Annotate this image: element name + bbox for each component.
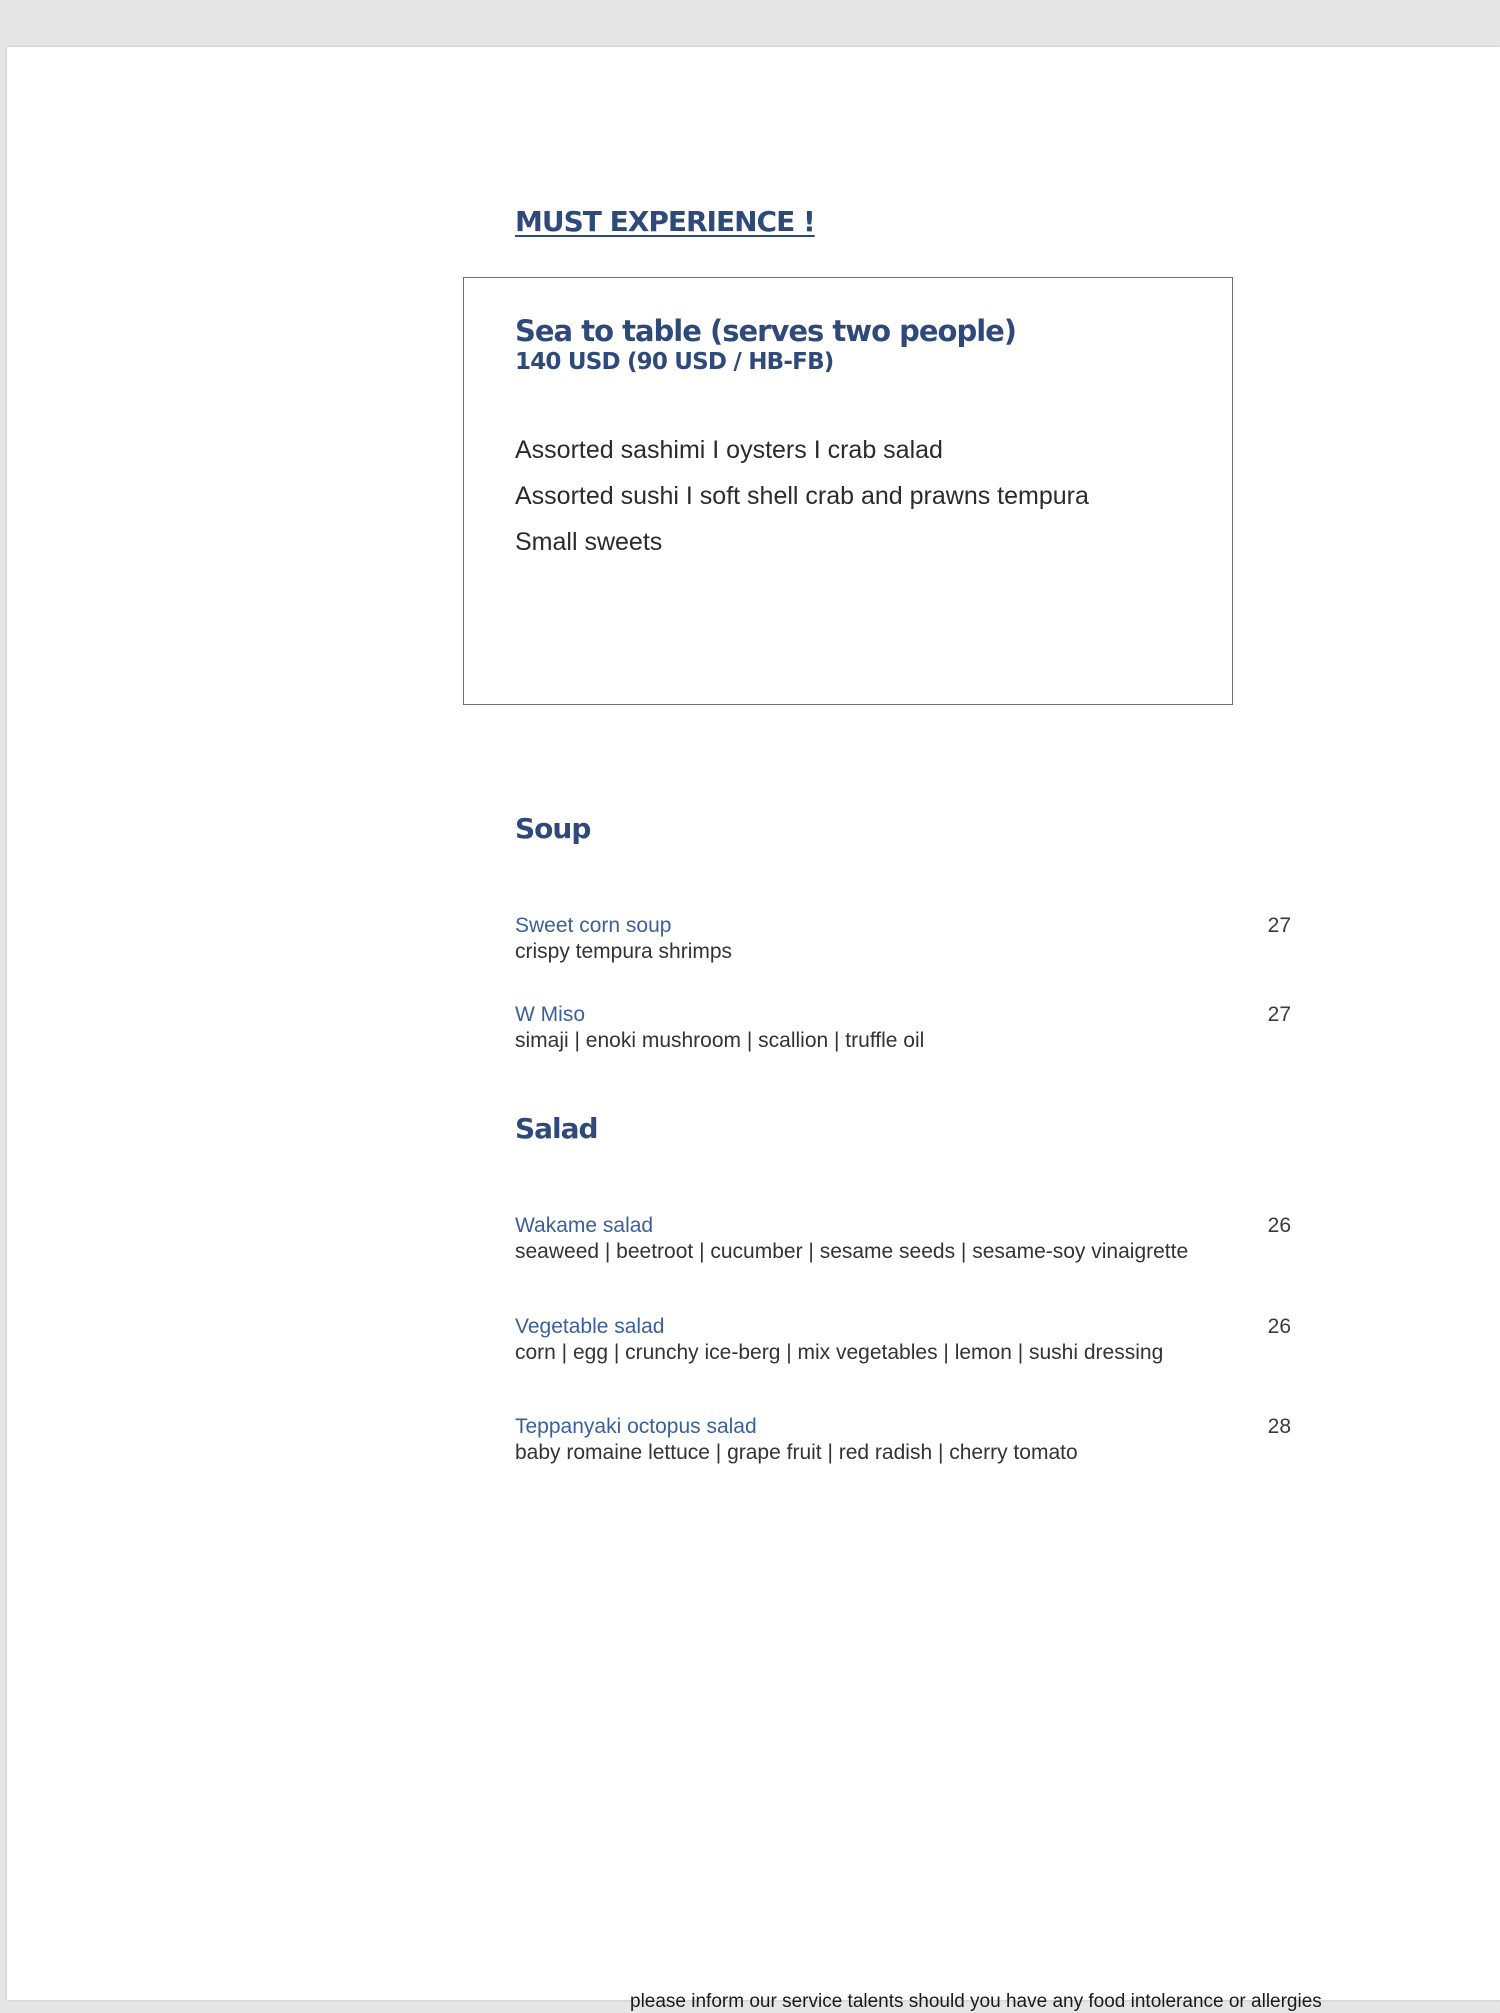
allergy-footer-note: please inform our service talents should you have any food intolerance or allergies xyxy=(630,1991,1322,2012)
feature-price: 140 USD (90 USD / HB-FB) xyxy=(515,349,834,375)
item-name-teppanyaki-octopus-salad: Teppanyaki octopus salad xyxy=(515,1415,757,1438)
feature-course-2: Assorted sushi I soft shell crab and prawns tempura xyxy=(515,482,1089,510)
item-desc-w-miso: simaji | enoki mushroom | scallion | truffle oil xyxy=(515,1029,925,1052)
item-name-wakame-salad: Wakame salad xyxy=(515,1214,654,1237)
feature-course-3: Small sweets xyxy=(515,528,663,556)
item-desc-teppanyaki-octopus-salad: baby romaine lettuce | grape fruit | red radish | cherry tomato xyxy=(515,1441,1078,1464)
item-price-w-miso: 27 xyxy=(1267,1003,1291,1026)
item-name-w-miso: W Miso xyxy=(515,1003,585,1026)
item-price-vegetable-salad: 26 xyxy=(1267,1315,1291,1338)
sea-to-table-box xyxy=(463,277,1233,705)
item-name-vegetable-salad: Vegetable salad xyxy=(515,1315,665,1338)
item-desc-wakame-salad: seaweed | beetroot | cucumber | sesame seeds | sesame-soy vinaigrette xyxy=(515,1240,1189,1263)
item-desc-sweet-corn-soup: crispy tempura shrimps xyxy=(515,940,733,963)
section-title-salad: Salad xyxy=(515,1112,598,1145)
menu-page xyxy=(7,47,1500,2012)
must-experience-heading: MUST EXPERIENCE ! xyxy=(515,205,815,238)
item-price-teppanyaki-octopus-salad: 28 xyxy=(1267,1415,1291,1438)
feature-course-1: Assorted sashimi I oysters I crab salad xyxy=(515,436,943,464)
feature-title: Sea to table (serves two people) xyxy=(515,314,1017,348)
item-price-sweet-corn-soup: 27 xyxy=(1267,914,1291,937)
item-name-sweet-corn-soup: Sweet corn soup xyxy=(515,914,672,937)
item-price-wakame-salad: 26 xyxy=(1267,1214,1291,1237)
item-desc-vegetable-salad: corn | egg | crunchy ice-berg | mix vegetables | lemon | sushi dressing xyxy=(515,1341,1164,1364)
section-title-soup: Soup xyxy=(515,812,591,845)
